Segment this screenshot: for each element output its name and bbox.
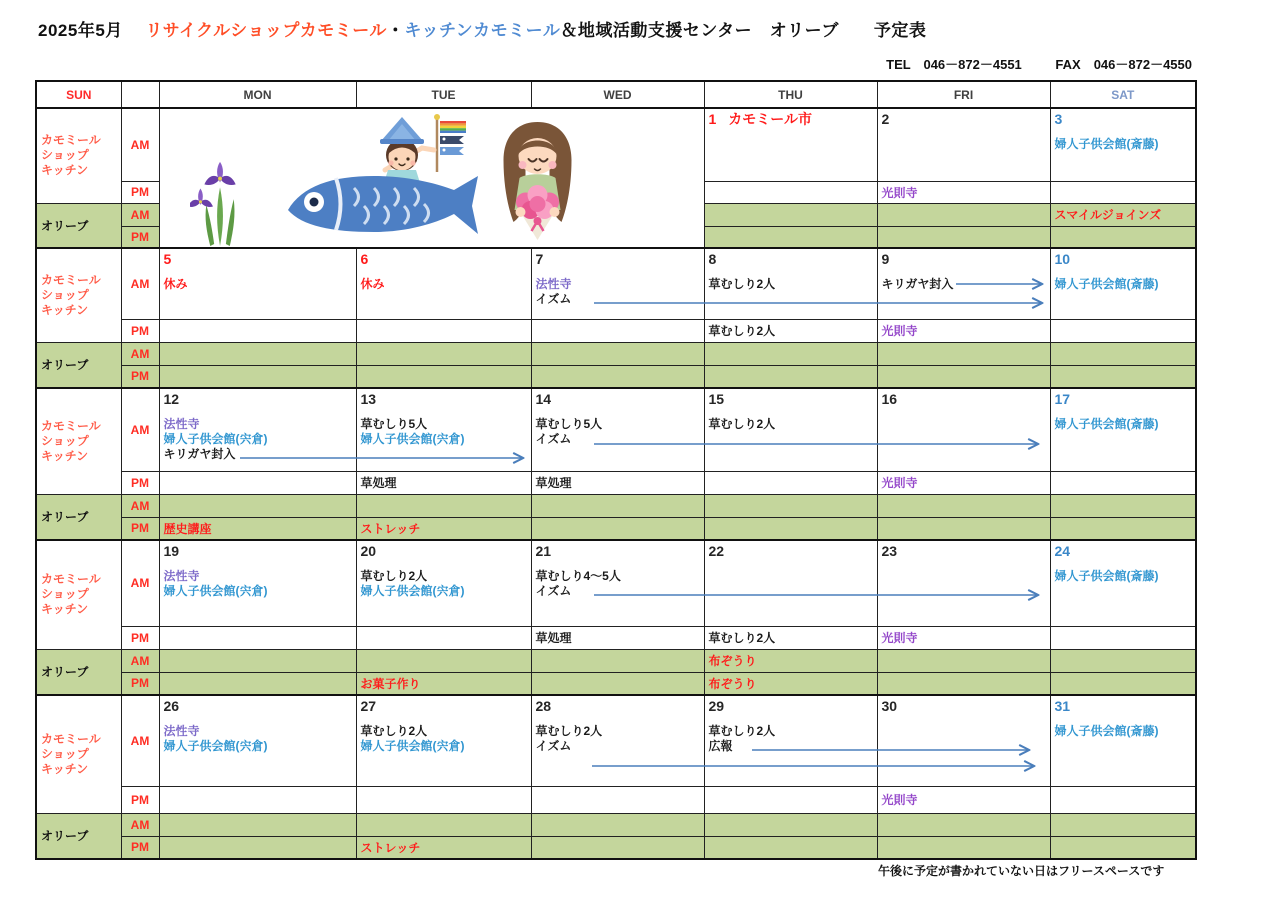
shop-group-label-line: カモミール	[41, 133, 101, 148]
cell-olive-am-w1-fri	[877, 203, 1050, 226]
schedule-entry: 光則寺	[881, 631, 918, 645]
pm-label: PM	[121, 181, 159, 203]
cell-olive-pm-w5-tue	[356, 836, 531, 859]
cell-pm-w5-thu	[704, 786, 877, 813]
schedule-entry: 婦人子供会館(宍倉)	[360, 432, 465, 446]
schedule-entry: 法性寺	[163, 724, 200, 738]
cell-pm-w1-thu	[704, 181, 877, 203]
day-header-spacer	[121, 81, 159, 108]
schedule-entry: 光則寺	[881, 793, 918, 807]
contact-line	[886, 54, 1192, 73]
cell-pm-w2-thu	[704, 319, 877, 342]
day-number-value: 17	[1054, 391, 1071, 407]
cell-pm-w2-mon	[159, 319, 356, 342]
cell-am-w3-tue	[356, 388, 531, 471]
page-title	[38, 16, 926, 41]
day-number	[361, 391, 527, 408]
am-entries	[361, 724, 527, 754]
cell-olive-pm-w4-tue	[356, 672, 531, 695]
day-header-tue: TUE	[356, 81, 531, 108]
cell-pm-w3-wed	[531, 471, 704, 494]
cell-am-w3-thu	[704, 388, 877, 471]
olive-pm-label: PM	[121, 517, 159, 540]
schedule-entry: 草むしり5人	[360, 417, 428, 431]
schedule-entry: 草むしり4～5人	[535, 569, 621, 583]
cell-am-w1-sat	[1050, 108, 1196, 181]
schedule-entry: イズム	[535, 292, 572, 306]
day-number	[709, 251, 873, 268]
am-entries	[536, 724, 700, 754]
cell-olive-am-w5-tue	[356, 813, 531, 836]
cell-pm-w5-wed	[531, 786, 704, 813]
olive-pm-label: PM	[121, 365, 159, 388]
cell-am-w4-fri	[877, 540, 1050, 626]
schedule-entry: 草むしり2人	[708, 324, 776, 338]
day-number	[164, 251, 352, 268]
day-number	[536, 391, 700, 408]
schedule-entry: 婦人子供会館(斎藤)	[1054, 569, 1159, 583]
am-label: AM	[121, 248, 159, 319]
day-number-value: 24	[1054, 543, 1071, 559]
am-label: AM	[121, 388, 159, 471]
am-entries	[709, 417, 873, 432]
day-number-value: 19	[163, 543, 180, 559]
cell-am-w2-thu	[704, 248, 877, 319]
am-entries	[164, 417, 352, 462]
day-header-fri: FRI	[877, 81, 1050, 108]
schedule-entry: 草むしり2人	[360, 724, 428, 738]
cell-olive-pm-w1-sat	[1050, 226, 1196, 248]
cell-am-w4-tue	[356, 540, 531, 626]
day-number	[361, 543, 527, 560]
am-label: AM	[121, 540, 159, 626]
cell-olive-pm-w2-fri	[877, 365, 1050, 388]
shop-group-label-line: キッチン	[41, 163, 89, 178]
day-number	[164, 391, 352, 408]
shop-group-label	[36, 108, 121, 203]
day-header-wed: WED	[531, 81, 704, 108]
cell-olive-pm-w5-mon	[159, 836, 356, 859]
cell-pm-w4-sat	[1050, 626, 1196, 649]
cell-olive-pm-w3-thu	[704, 517, 877, 540]
day-number-value: 12	[163, 391, 180, 407]
day-number-value: 10	[1054, 251, 1071, 267]
am-entries	[536, 277, 700, 307]
cell-am-w3-sat	[1050, 388, 1196, 471]
cell-am-w3-mon	[159, 388, 356, 471]
olive-am-label: AM	[121, 494, 159, 517]
cell-am-w4-wed	[531, 540, 704, 626]
shop-group-label-line: ショップ	[41, 148, 89, 163]
am-entries	[1055, 724, 1192, 739]
pm-label: PM	[121, 626, 159, 649]
cell-pm-w3-thu	[704, 471, 877, 494]
cell-olive-am-w2-wed	[531, 342, 704, 365]
cell-olive-am-w5-wed	[531, 813, 704, 836]
schedule-table	[35, 80, 1197, 860]
schedule-entry: 草処理	[360, 476, 397, 490]
title-rest: ＆地域活動支援センター オリーブ 予定表	[560, 21, 927, 40]
schedule-entry: 休み	[163, 277, 188, 291]
cell-pm-w3-mon	[159, 471, 356, 494]
cell-pm-w2-fri	[877, 319, 1050, 342]
day-number-value: 8	[708, 251, 717, 267]
day-number-value: 31	[1054, 698, 1071, 714]
day-number-value: 1	[708, 111, 717, 127]
day-number	[1055, 251, 1192, 268]
schedule-entry: イズム	[535, 584, 572, 598]
cell-olive-am-w3-wed	[531, 494, 704, 517]
olive-group-label: オリーブ	[36, 342, 121, 388]
day-number-value: 30	[881, 698, 898, 714]
cell-am-w5-wed	[531, 695, 704, 786]
olive-am-label: AM	[121, 203, 159, 226]
am-entries	[536, 569, 700, 599]
cell-pm-w4-tue	[356, 626, 531, 649]
cell-olive-pm-w5-sat	[1050, 836, 1196, 859]
cell-olive-pm-w5-wed	[531, 836, 704, 859]
cell-am-w5-tue	[356, 695, 531, 786]
am-entries	[361, 277, 527, 292]
cell-pm-w3-fri	[877, 471, 1050, 494]
cell-olive-am-w3-tue	[356, 494, 531, 517]
day-number	[1055, 391, 1192, 408]
schedule-entry: スマイルジョインズ	[1054, 208, 1162, 222]
title-recycle-shop: リサイクルショップカモミール	[145, 21, 387, 40]
olive-group-label: オリーブ	[36, 203, 121, 248]
day-header-thu: THU	[704, 81, 877, 108]
day-number-value: 28	[535, 698, 552, 714]
am-entries	[1055, 569, 1192, 584]
shop-group-label	[36, 695, 121, 813]
cell-olive-am-w4-sat	[1050, 649, 1196, 672]
shop-group-label	[36, 388, 121, 494]
cell-olive-am-w5-mon	[159, 813, 356, 836]
cell-pm-w5-sat	[1050, 786, 1196, 813]
schedule-entry: 草むしり2人	[708, 277, 776, 291]
schedule-entry: ストレッチ	[360, 521, 421, 536]
am-entries	[361, 569, 527, 599]
cell-olive-pm-w2-tue	[356, 365, 531, 388]
title-month: 2025年5月	[38, 21, 123, 40]
day-number	[361, 251, 527, 268]
cell-pm-w3-sat	[1050, 471, 1196, 494]
day-number-value: 14	[535, 391, 552, 407]
schedule-entry: キリガヤ封入	[881, 277, 954, 291]
olive-pm-label: PM	[121, 672, 159, 695]
schedule-entry: 布ぞうり	[708, 654, 757, 668]
shop-group-label-line: キッチン	[41, 448, 89, 463]
shop-group-label-line: ショップ	[41, 287, 89, 302]
day-number	[709, 698, 873, 715]
pm-label: PM	[121, 319, 159, 342]
day-number-value: 13	[360, 391, 377, 407]
day-number	[536, 543, 700, 560]
schedule-entry: 婦人子供会館(宍倉)	[163, 432, 268, 446]
day-number	[709, 111, 873, 128]
cell-olive-am-w4-tue	[356, 649, 531, 672]
schedule-entry: 草処理	[535, 631, 572, 645]
am-entries	[709, 724, 873, 754]
schedule-entry: 草むしり2人	[360, 569, 428, 583]
olive-group-label: オリーブ	[36, 494, 121, 540]
shop-group-label	[36, 540, 121, 649]
day-number	[882, 698, 1046, 715]
day-number	[164, 543, 352, 560]
cell-am-w2-mon	[159, 248, 356, 319]
title-kitchen: キッチンカモミール	[404, 21, 561, 40]
cell-olive-pm-w3-sat	[1050, 517, 1196, 540]
cell-olive-pm-w1-thu	[704, 226, 877, 248]
cell-olive-pm-w5-thu	[704, 836, 877, 859]
shop-group-label-line: カモミール	[41, 572, 101, 587]
cell-am-w4-sat	[1050, 540, 1196, 626]
cell-olive-pm-w1-fri	[877, 226, 1050, 248]
shop-group-label-line: ショップ	[41, 433, 89, 448]
day-number	[882, 391, 1046, 408]
olive-pm-label: PM	[121, 836, 159, 859]
schedule-entry: 婦人子供会館(斎藤)	[1054, 277, 1159, 291]
day-number	[882, 251, 1046, 268]
cell-olive-am-w4-thu	[704, 649, 877, 672]
day-number	[709, 391, 873, 408]
am-entries	[882, 277, 1046, 292]
cell-am-w3-fri	[877, 388, 1050, 471]
cell-am-w3-wed	[531, 388, 704, 471]
day-number	[709, 543, 873, 560]
schedule-entry: 休み	[360, 277, 385, 291]
schedule-entry: 草むしり2人	[708, 631, 776, 645]
cell-olive-pm-w3-wed	[531, 517, 704, 540]
am-entries	[1055, 137, 1192, 152]
shop-group-label-line: ショップ	[41, 746, 89, 761]
cell-am-w1-thu	[704, 108, 877, 181]
cell-pm-w1-fri	[877, 181, 1050, 203]
cell-am-w4-thu	[704, 540, 877, 626]
cell-olive-am-w3-thu	[704, 494, 877, 517]
fax-number: FAX 046－872－4550	[1055, 57, 1192, 72]
schedule-entry: 婦人子供会館(斎藤)	[1054, 724, 1159, 738]
olive-am-label: AM	[121, 813, 159, 836]
olive-am-label: AM	[121, 342, 159, 365]
cell-olive-am-w2-tue	[356, 342, 531, 365]
day-number	[164, 698, 352, 715]
cell-pm-w2-wed	[531, 319, 704, 342]
schedule-entry: ストレッチ	[360, 840, 421, 855]
schedule-entry: 婦人子供会館(宍倉)	[360, 584, 465, 598]
shop-group-label-line: キッチン	[41, 302, 89, 317]
day-number-value: 6	[360, 251, 369, 267]
schedule-entry: イズム	[535, 432, 572, 446]
cell-am-w2-fri	[877, 248, 1050, 319]
am-entries	[1055, 417, 1192, 432]
pm-label: PM	[121, 786, 159, 813]
am-label: AM	[121, 108, 159, 181]
schedule-entry: 法性寺	[535, 277, 572, 291]
cell-olive-pm-w3-mon	[159, 517, 356, 540]
day-number-value: 23	[881, 543, 898, 559]
cell-olive-am-w1-sat	[1050, 203, 1196, 226]
cell-am-w5-fri	[877, 695, 1050, 786]
day-number-value: 16	[881, 391, 898, 407]
schedule-entry: 婦人子供会館(宍倉)	[163, 584, 268, 598]
day-number-value: 21	[535, 543, 552, 559]
cell-olive-am-w3-sat	[1050, 494, 1196, 517]
am-entries	[361, 417, 527, 447]
schedule-entry: 婦人子供会館(斎藤)	[1054, 417, 1159, 431]
day-number-value: 3	[1054, 111, 1063, 127]
cell-olive-pm-w4-sat	[1050, 672, 1196, 695]
olive-group-label: オリーブ	[36, 813, 121, 859]
am-entries	[536, 417, 700, 447]
am-entries	[164, 277, 352, 292]
seasonal-image-cell	[159, 108, 704, 248]
day-number	[882, 543, 1046, 560]
day-number	[1055, 543, 1192, 560]
cell-olive-pm-w2-mon	[159, 365, 356, 388]
schedule-entry: カモミール市	[728, 111, 813, 127]
cell-pm-w4-wed	[531, 626, 704, 649]
schedule-entry: 光則寺	[881, 185, 918, 200]
schedule-entry: 草処理	[535, 476, 572, 490]
cell-am-w2-sat	[1050, 248, 1196, 319]
day-number-value: 29	[708, 698, 725, 714]
cell-pm-w3-tue	[356, 471, 531, 494]
shop-group-label-line: カモミール	[41, 731, 101, 746]
cell-olive-pm-w4-wed	[531, 672, 704, 695]
cell-olive-pm-w3-tue	[356, 517, 531, 540]
cell-olive-am-w5-thu	[704, 813, 877, 836]
day-number-value: 20	[360, 543, 377, 559]
cell-olive-pm-w4-fri	[877, 672, 1050, 695]
shop-group-label-line: カモミール	[41, 272, 101, 287]
cell-olive-am-w3-fri	[877, 494, 1050, 517]
cell-am-w1-fri	[877, 108, 1050, 181]
shop-group-label-line: ショップ	[41, 587, 89, 602]
day-number-value: 2	[881, 111, 890, 127]
day-number-value: 15	[708, 391, 725, 407]
am-entries	[164, 724, 352, 754]
am-entries	[164, 569, 352, 599]
cell-olive-am-w3-mon	[159, 494, 356, 517]
cell-olive-pm-w4-mon	[159, 672, 356, 695]
day-number	[536, 698, 700, 715]
olive-pm-label: PM	[121, 226, 159, 248]
cell-olive-am-w2-sat	[1050, 342, 1196, 365]
cell-olive-am-w2-thu	[704, 342, 877, 365]
olive-group-label: オリーブ	[36, 649, 121, 695]
schedule-entry: 婦人子供会館(宍倉)	[163, 739, 268, 753]
cell-olive-pm-w4-thu	[704, 672, 877, 695]
schedule-entry: 草むしり2人	[708, 724, 776, 738]
schedule-entry: 草むしり2人	[708, 417, 776, 431]
day-number	[1055, 111, 1192, 128]
cell-olive-am-w4-mon	[159, 649, 356, 672]
cell-olive-am-w1-thu	[704, 203, 877, 226]
schedule-entry: 婦人子供会館(斎藤)	[1054, 137, 1159, 151]
day-number	[882, 111, 1046, 128]
schedule-entry: 光則寺	[881, 476, 918, 490]
cell-pm-w2-tue	[356, 319, 531, 342]
schedule-entry: 草むしり2人	[535, 724, 603, 738]
shop-group-label-line: カモミール	[41, 418, 101, 433]
cell-am-w5-mon	[159, 695, 356, 786]
cell-pm-w5-fri	[877, 786, 1050, 813]
cell-pm-w1-sat	[1050, 181, 1196, 203]
day-header-mon: MON	[159, 81, 356, 108]
day-number-value: 27	[360, 698, 377, 714]
title-dot: ・	[386, 21, 405, 40]
cell-am-w2-tue	[356, 248, 531, 319]
cell-olive-pm-w2-sat	[1050, 365, 1196, 388]
cell-olive-am-w4-fri	[877, 649, 1050, 672]
cell-olive-am-w2-mon	[159, 342, 356, 365]
am-entries	[709, 277, 873, 292]
day-number	[1055, 698, 1192, 715]
cell-olive-pm-w3-fri	[877, 517, 1050, 540]
cell-pm-w4-fri	[877, 626, 1050, 649]
schedule-entry: 歴史講座	[163, 521, 212, 536]
cell-olive-pm-w2-wed	[531, 365, 704, 388]
cell-olive-am-w2-fri	[877, 342, 1050, 365]
schedule-entry: 法性寺	[163, 417, 200, 431]
cell-olive-pm-w2-thu	[704, 365, 877, 388]
schedule-entry: 草むしり5人	[535, 417, 603, 431]
schedule-entry: 広報	[708, 739, 733, 753]
day-number-value: 7	[535, 251, 544, 267]
day-number-value: 5	[163, 251, 172, 267]
day-header-sun: SUN	[36, 81, 121, 108]
schedule-entry: イズム	[535, 739, 572, 753]
shop-group-label-line: キッチン	[41, 761, 89, 776]
cell-am-w4-mon	[159, 540, 356, 626]
olive-am-label: AM	[121, 649, 159, 672]
am-label: AM	[121, 695, 159, 786]
cell-pm-w5-mon	[159, 786, 356, 813]
pm-label: PM	[121, 471, 159, 494]
footnote: 午後に予定が書かれていない日はフリースペースです	[878, 864, 1165, 878]
day-number	[536, 251, 700, 268]
schedule-entry: キリガヤ封入	[163, 447, 236, 461]
tel-number: TEL 046－872－4551	[886, 57, 1022, 72]
day-number-value: 9	[881, 251, 890, 267]
cell-pm-w4-thu	[704, 626, 877, 649]
schedule-entry: 光則寺	[881, 324, 918, 338]
cell-pm-w4-mon	[159, 626, 356, 649]
cell-pm-w5-tue	[356, 786, 531, 813]
shop-group-label-line: キッチン	[41, 602, 89, 617]
schedule-entry: 婦人子供会館(宍倉)	[360, 739, 465, 753]
cell-olive-am-w5-sat	[1050, 813, 1196, 836]
shop-group-label	[36, 248, 121, 342]
schedule-entry: お菓子作り	[360, 676, 421, 691]
cell-am-w5-sat	[1050, 695, 1196, 786]
cell-am-w5-thu	[704, 695, 877, 786]
day-header-sat: SAT	[1050, 81, 1196, 108]
cell-olive-am-w5-fri	[877, 813, 1050, 836]
day-number	[361, 698, 527, 715]
schedule-entry: 法性寺	[163, 569, 200, 583]
cell-pm-w2-sat	[1050, 319, 1196, 342]
schedule-entry: 布ぞうり	[708, 676, 757, 691]
am-entries	[1055, 277, 1192, 292]
day-number-value: 22	[708, 543, 725, 559]
cell-olive-pm-w5-fri	[877, 836, 1050, 859]
day-number-value: 26	[163, 698, 180, 714]
cell-am-w2-wed	[531, 248, 704, 319]
cell-olive-am-w4-wed	[531, 649, 704, 672]
